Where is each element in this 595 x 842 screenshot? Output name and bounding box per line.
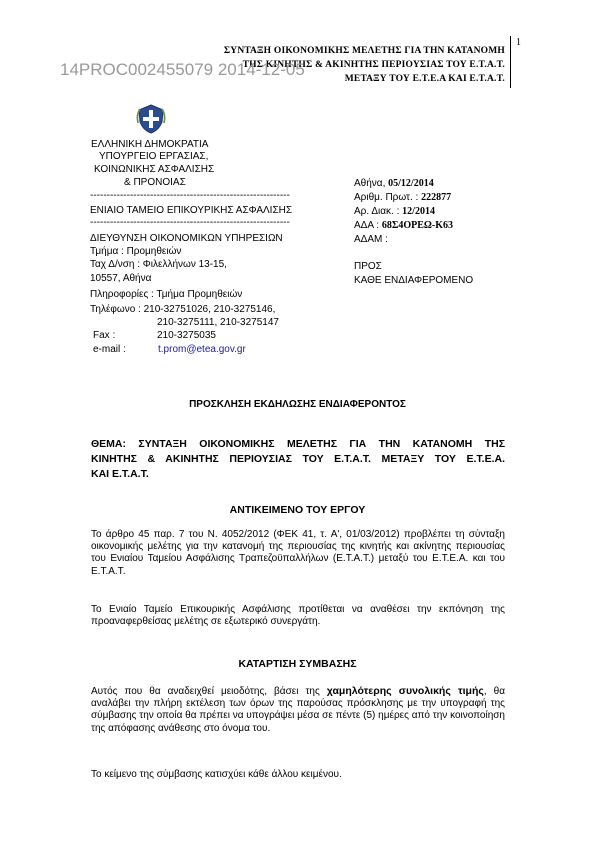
running-header-line-1: ΣΥΝΤΑΞΗ ΟΙΚΟΝΟΜΙΚΗΣ ΜΕΛΕΤΗΣ ΓΙΑ ΤΗΝ ΚΑΤΑΝΟΜΗ — [223, 46, 505, 56]
protocol-value: 222877 — [421, 192, 452, 203]
subject-line-2: ΚΙΝΗΤΗΣ & ΑΚΙΝΗΤΗΣ ΠΕΡΙΟΥΣΙΑΣ ΤΟΥ Ε.Τ.Α.Τ. ΜΕΤΑΞΥ ΤΟΥ Ε.Τ.Ε.Α. — [91, 453, 505, 465]
separator-dashes-2: ------------------------------------------------------------ — [90, 217, 290, 228]
section-heading-contract: ΚΑΤΑΡΤΙΣΗ ΣΥΜΒΑΣΗΣ — [238, 658, 357, 670]
sender-line-3: ΚΟΙΝΩΝΙΚΗΣ ΑΣΦΑΛΙΣΗΣ — [94, 164, 215, 175]
section2-paragraph-1-rest: , θα αναλάβει την πλήρη εκτέλεση των όρων της παρούσας πρόσκλησης με την υπογραφή της σύμβασης την οποία θα πρέπει να υπογράψει μέσα σε πέντε (5) ημέρες από την κοινοποίηση της απόφασης ανάθεσης στο όνομα του. — [91, 686, 505, 734]
recipient-label: ΠΡΟΣ — [354, 261, 382, 272]
fax-value: 210-3275035 — [157, 330, 216, 341]
document-id-watermark: 14PROC002455079 2014-12-05 — [60, 60, 305, 79]
tender-value: 12/2014 — [402, 206, 435, 217]
fund-name: ΕΝΙΑΙΟ ΤΑΜΕΙΟ ΕΠΙΚΟΥΡΙΚΗΣ ΑΣΦΑΛΙΣΗΣ — [90, 205, 293, 216]
protocol-line — [354, 192, 451, 204]
ada-label: ΑΔΑ : — [354, 220, 380, 231]
section-heading-object: ΑΝΤΙΚΕΙΜΕΝΟ ΤΟΥ ΕΡΓΟΥ — [229, 504, 366, 516]
subject-line-3: ΚΑΙ Ε.Τ.Α.Τ. — [91, 468, 149, 480]
ada-value: 68Σ4ΟΡΕΩ-Κ63 — [381, 220, 454, 231]
sender-line-4: & ΠΡΟΝΟΙΑΣ — [124, 177, 186, 188]
info-line: Πληροφορίες : Τμήμα Προμηθειών — [90, 289, 243, 300]
address-line-2: 10557, Αθήνα — [90, 273, 152, 284]
address-line-1: Ταχ Δ/νση : Φιλελλήνων 13-15, — [90, 259, 227, 270]
tender-line — [354, 206, 435, 218]
date-label: Αθήνα, — [354, 178, 386, 189]
page-number: 1 — [516, 37, 521, 48]
email-label: e-mail : — [93, 344, 126, 355]
greek-emblem-icon — [135, 103, 167, 135]
date-line — [354, 178, 434, 190]
running-header-line-3: ΜΕΤΑΞΥ ΤΟΥ Ε.Τ.Ε.Α ΚΑΙ Ε.Τ.Α.Τ. — [344, 74, 505, 84]
directorate: ΔΙΕΥΘΥΝΣΗ ΟΙΚΟΝΟΜΙΚΩΝ ΥΠΗΡΕΣΙΩΝ — [90, 233, 283, 244]
tender-label: Αρ. Διακ. : — [354, 206, 400, 217]
adam-label: ΑΔΑΜ : — [354, 234, 388, 245]
department: Τμήμα : Προμηθειών — [90, 246, 182, 257]
header-rule — [510, 36, 511, 88]
section2-paragraph-1-start: Αυτός που θα αναδειχθεί μειοδότης, βάσει της — [91, 686, 320, 697]
fax-label: Fax : — [93, 330, 116, 341]
section1-paragraph-1: Το άρθρο 45 παρ. 7 του Ν. 4052/2012 (ΦΕΚ 41, τ. Α', 01/03/2012) προβλέπει τη σύνταξη οικονομικής μελέτης για την κατανομή της περιουσίας της κινητής και ακίνητης περιουσίας του Ενιαίου Ταμείου Ασφάλισης Τραπεζοϋπαλλήλων (Ε.Τ.Α.Τ.) μεταξύ του Ε.Τ.Ε.Α. και του Ε.Τ.Α.Τ. — [91, 529, 505, 577]
phone-line-2: 210-3275111, 210-3275147 — [157, 317, 279, 328]
date-value: 05/12/2014 — [388, 178, 434, 189]
recipient-value: ΚΑΘΕ ΕΝΔΙΑΦΕΡΟΜΕΝΟ — [354, 275, 474, 286]
invitation-title: ΠΡΟΣΚΛΗΣΗ ΕΚΔΗΛΩΣΗΣ ΕΝΔΙΑΦΕΡΟΝΤΟΣ — [189, 399, 406, 410]
sender-line-2: ΥΠΟΥΡΓΕΙΟ ΕΡΓΑΣΙΑΣ, — [99, 151, 209, 162]
protocol-label: Αριθμ. Πρωτ. : — [354, 192, 419, 203]
email-link[interactable]: t.prom@etea.gov.gr — [158, 344, 246, 355]
ada-line — [354, 220, 453, 232]
running-header-line-2: ΤΗΣ ΚΙΝΗΤΗΣ & ΑΚΙΝΗΤΗΣ ΠΕΡΙΟΥΣΙΑΣ ΤΟΥ Ε.Τ.Α.Τ. — [242, 60, 505, 70]
lowest-price-emphasis: χαμηλότερης συνολικής τιμής — [326, 685, 484, 697]
phone-line-1: Τηλέφωνο : 210-32751026, 210-3275146, — [90, 304, 276, 315]
section2-paragraph-2: Το κείμενο της σύμβασης κατισχύει κάθε άλλου κειμένου. — [91, 769, 342, 780]
separator-dashes-1: ------------------------------------------------------------ — [90, 190, 290, 201]
sender-line-1: ΕΛΛΗΝΙΚΗ ΔΗΜΟΚΡΑΤΙΑ — [91, 139, 209, 150]
subject-line-1: ΘΕΜΑ: ΣΥΝΤΑΞΗ ΟΙΚΟΝΟΜΙΚΗΣ ΜΕΛΕΤΗΣ ΓΙΑ ΤΗΝ ΚΑΤΑΝΟΜΗ ΤΗΣ — [91, 438, 505, 450]
section1-paragraph-2: Το Ενιαίο Ταμείο Επικουρικής Ασφάλισης προτίθεται να αναθέσει την εκπόνηση της προαναφερθείσας μελέτης σε εξωτερικό συνεργάτη. — [91, 604, 505, 628]
section2-paragraph-1 — [91, 685, 505, 735]
